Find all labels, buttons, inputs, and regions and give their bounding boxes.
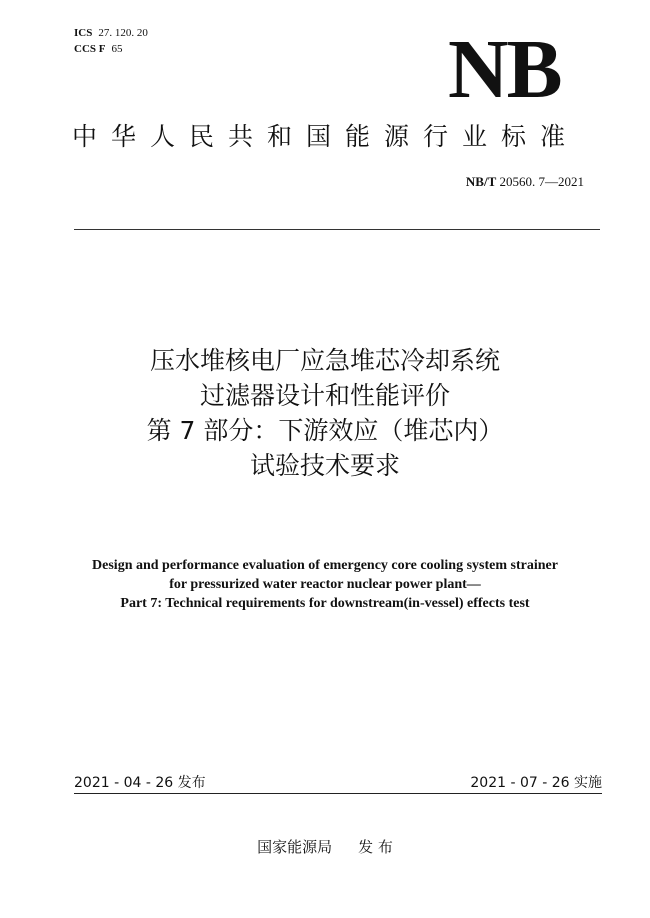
standard-prefix: NB/T (465, 174, 497, 189)
implementation-date: 2021 - 07 - 26 实施 (470, 775, 602, 791)
standard-number (466, 174, 584, 190)
ccs-label: CCS F (74, 43, 106, 55)
ics-line (74, 25, 148, 41)
ics-value: 27. 120. 20 (98, 27, 148, 39)
cn-title-line-4: 试验技术要求 (249, 451, 400, 480)
classification-block (74, 25, 148, 57)
ccs-line (74, 41, 148, 57)
cn-title-line-1: 压水堆核电厂应急堆芯冷却系统 (149, 346, 500, 375)
english-title (0, 556, 650, 613)
organization-title: 中华人民共和国能源行业标准 (72, 122, 580, 151)
issue-date: 2021 - 04 - 26 发布 (74, 775, 206, 791)
header-divider (74, 229, 600, 230)
en-title-line-2: for pressurized water reactor nuclear power plant— (169, 577, 481, 592)
cn-title-line-3: 第 7 部分：下游效应（堆芯内） (146, 416, 504, 445)
en-title-line-3: Part 7: Technical requirements for downstream(in-vessel) effects test (120, 596, 530, 611)
cn-title-line-2: 过滤器设计和性能评价 (199, 381, 450, 410)
publisher (0, 836, 650, 857)
nb-logo: NB (448, 23, 561, 116)
publisher-name: 国家能源局 (257, 838, 333, 856)
chinese-title (0, 343, 650, 483)
en-title-line-1: Design and performance evaluation of emergency core cooling system strainer (92, 558, 558, 573)
standard-code: 20560. 7—2021 (499, 174, 584, 189)
ccs-value: 65 (111, 43, 123, 55)
footer-divider (74, 793, 602, 794)
ics-label: ICS (74, 27, 93, 39)
publisher-action: 发 布 (358, 838, 393, 856)
